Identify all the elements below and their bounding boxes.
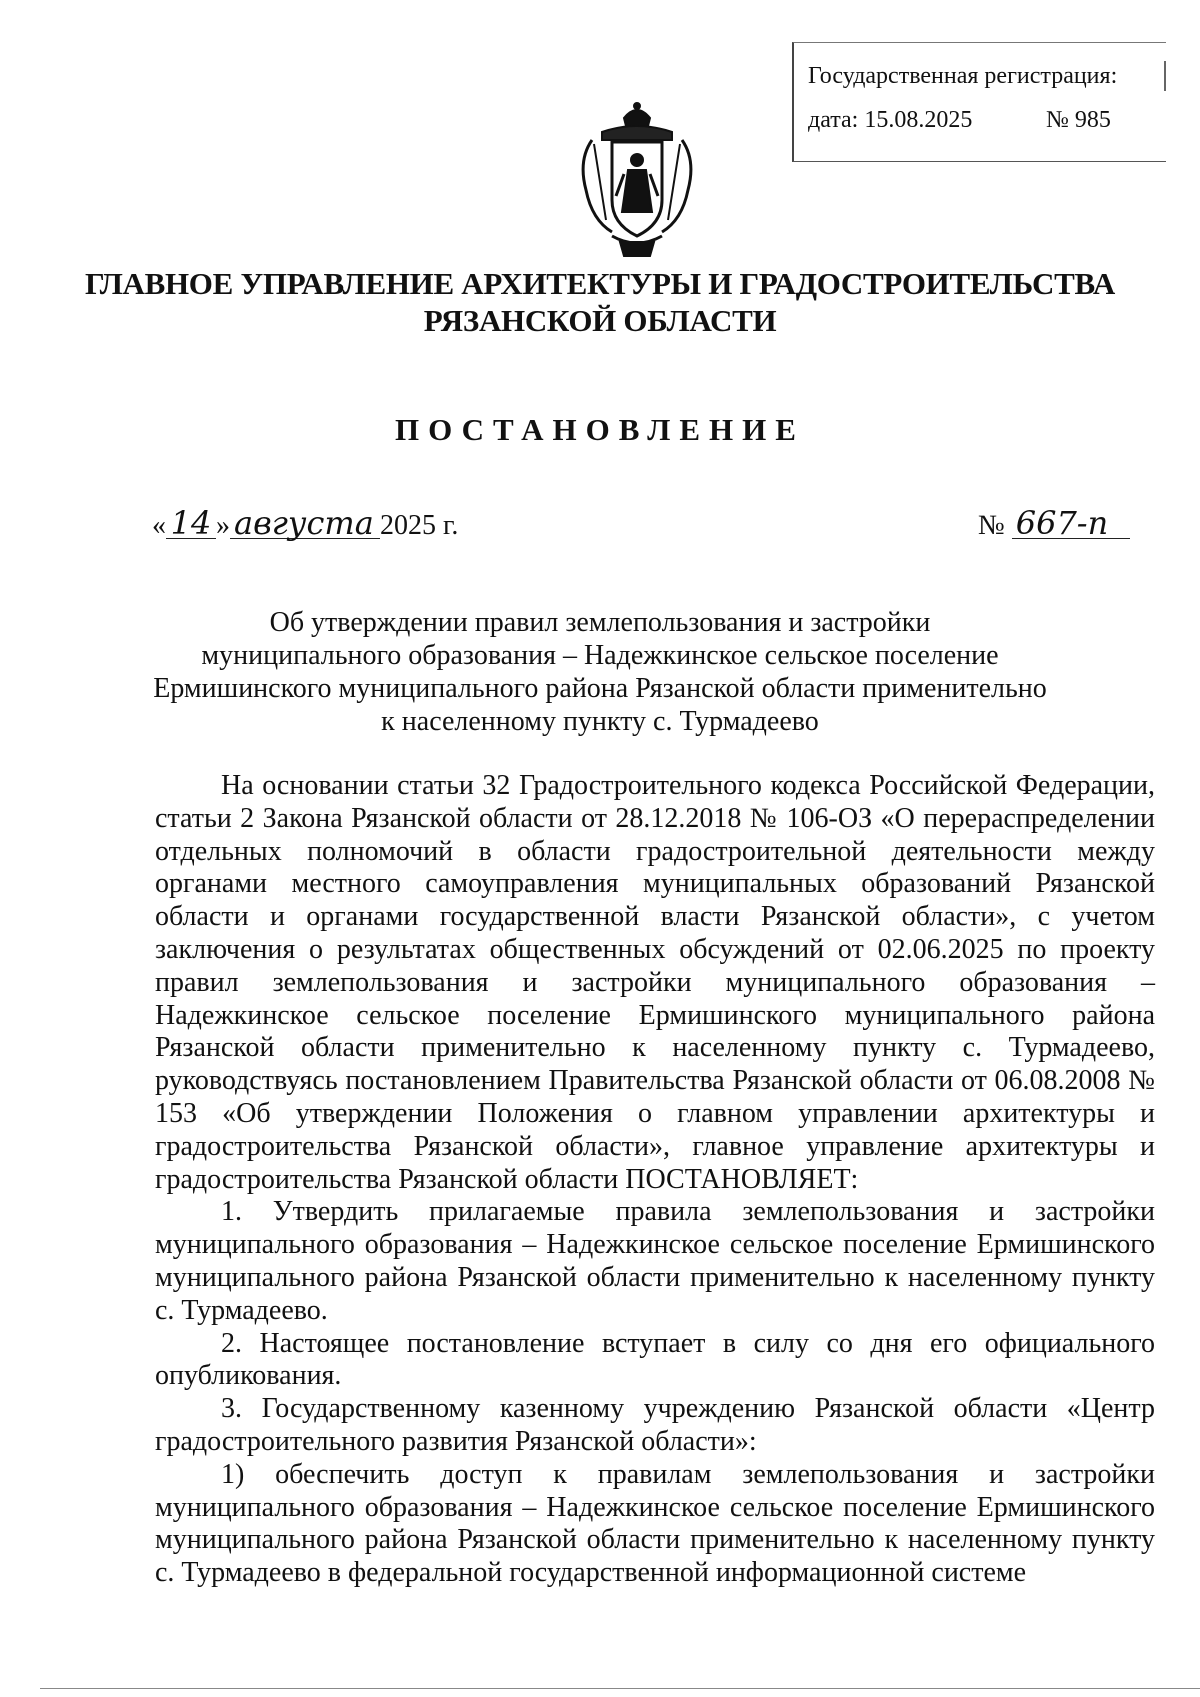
decree-date — [152, 504, 459, 542]
registration-number: № 985 — [1046, 107, 1111, 133]
coat-of-arms-icon — [572, 100, 702, 260]
decree-year: 2025 г. — [380, 510, 459, 541]
document-type: ПОСТАНОВЛЕНИЕ — [395, 412, 805, 447]
item-2-paragraph: 2. Настоящее постановление вступает в силу со дня его официального опубликования. — [155, 1327, 1155, 1392]
decree-month: августа — [230, 508, 380, 539]
subject-line: Ермишинского муниципального района Рязанской области применительно — [153, 673, 1047, 704]
decree-body — [155, 770, 1155, 1590]
org-name-line2: РЯЗАНСКОЙ ОБЛАСТИ — [423, 303, 777, 338]
decree-day: 14 — [166, 508, 216, 539]
org-name-line1: ГЛАВНОЕ УПРАВЛЕНИЕ АРХИТЕКТУРЫ И ГРАДОСТРОИТЕЛЬСТВА — [84, 266, 1115, 301]
item-3-1-paragraph: 1) обеспечить доступ к правилам землепользования и застройки муниципального образования – Надежкинское сельское поселение Ермишинского муниципального района Рязанской области применительно к населенному пункту с. Турмадеево в федеральной государственной информационной системе — [155, 1458, 1155, 1589]
registration-title: Государственная регистрация: — [808, 63, 1118, 89]
stamp-edge — [1164, 61, 1166, 91]
decree-number-value: 667-п — [1012, 508, 1130, 539]
subject-line: муниципального образования – Надежкинское сельское поселение — [201, 640, 999, 671]
date-close-quote: » — [216, 510, 230, 541]
subject-line: к населенному пункту с. Турмадеево — [381, 706, 819, 737]
decree-number-prefix: № — [978, 510, 1005, 541]
date-open-quote: « — [152, 510, 166, 541]
registration-stamp — [792, 42, 1166, 162]
page-bottom-rule — [40, 1688, 1200, 1689]
item-3-paragraph: 3. Государственному казенному учреждению Рязанской области «Центр градостроительного развития Рязанской области»: — [155, 1393, 1155, 1457]
subject-line: Об утверждении правил землепользования и застройки — [269, 607, 931, 638]
decree-subject — [150, 606, 1050, 738]
item-1-paragraph: 1. Утвердить прилагаемые правила землепользования и застройки муниципального образования – Надежкинское сельское поселение Ермишинского муниципального района Рязанской области применительно к населенному пункту с. Турмадеево. — [155, 1196, 1155, 1326]
decree-number — [978, 504, 1130, 542]
registration-date: дата: 15.08.2025 — [808, 107, 973, 133]
preamble-paragraph: На основании статьи 32 Градостроительного кодекса Российской Федерации, статьи 2 Закона Рязанской области от 28.12.2018 № 106-ОЗ «О перераспределении отдельных полномочий в области градостроительной деятельности между органами местного самоуправления муниципальных образований Рязанской области и органами государственной власти Рязанской области», с учетом заключения о результатах общественных обсуждений от 02.06.2025 по проекту правил землепользования и застройки муниципального образования – Надежкинское сельское поселение Ермишинского муниципального района Рязанской области применительно к населенному пункту с. Турмадеево, руководствуясь постановлением Правительства Рязанской области от 06.08.2008 № 153 «Об утверждении Положения о главном управлении архитектуры и градостроительства Рязанской области», главное управление архитектуры и градостроительства Рязанской области ПОСТАНОВЛЯЕТ: — [155, 770, 1155, 1195]
